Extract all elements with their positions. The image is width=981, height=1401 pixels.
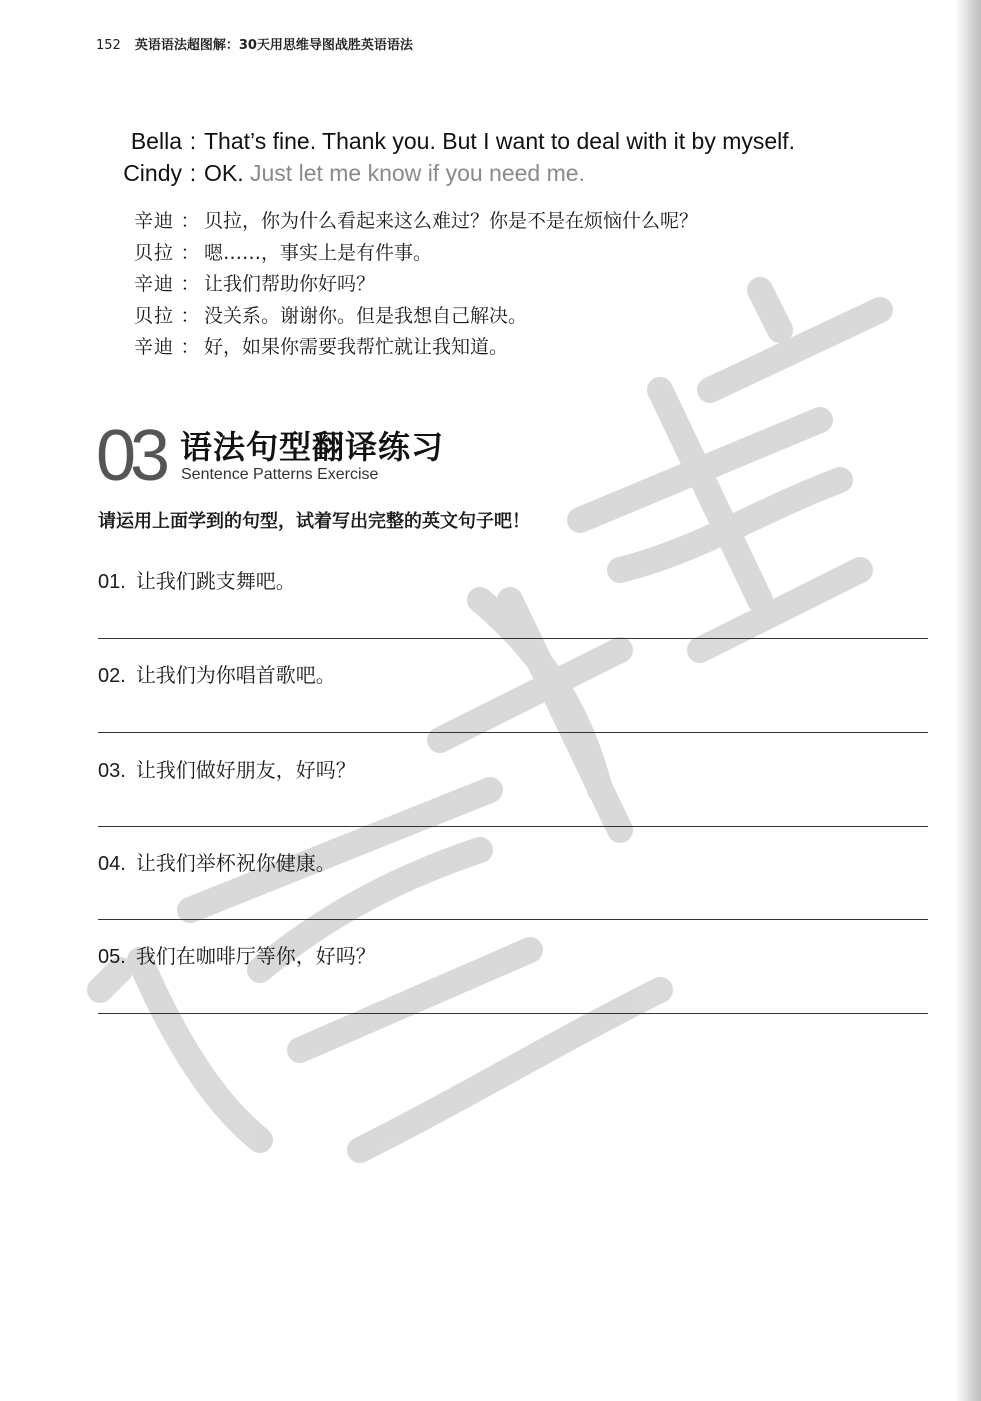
dialog-line — [134, 332, 698, 364]
exercise-question — [98, 940, 376, 970]
speaker-colon: ： — [180, 304, 200, 327]
exercise-instruction: 请运用上面学到的句型，试着写出完整的英文句子吧！ — [98, 511, 530, 532]
speaker-colon: : — [189, 160, 197, 186]
dialog-line — [134, 269, 698, 301]
speaker-name: 辛迪 — [134, 273, 175, 295]
dialog-line — [134, 206, 698, 238]
exercise-question — [98, 659, 336, 689]
question-number: 04. — [98, 853, 126, 875]
dialog-text — [204, 160, 585, 187]
dialog-text: That’s fine. Thank you. But I want to deal with it by myself. — [204, 128, 796, 154]
answer-line[interactable] — [98, 732, 928, 733]
speaker-name: Bella — [130, 128, 182, 154]
speaker-name: 辛迪 — [134, 336, 175, 358]
speaker-colon: ： — [180, 210, 200, 232]
speaker-name: 辛迪 — [134, 210, 175, 232]
question-text: 我们在咖啡厅等你，好吗？ — [135, 944, 376, 968]
question-text: 让我们举杯祝你健康。 — [135, 851, 336, 875]
speaker-colon: ： — [180, 241, 200, 264]
watermark-graphic — [60, 270, 960, 1170]
book-title: 英语语法超图解：30天用思维导图战胜英语语法 — [134, 38, 413, 53]
exercise-question — [98, 565, 296, 595]
answer-line[interactable] — [98, 826, 928, 827]
exercise-question — [98, 754, 356, 784]
question-text: 让我们跳支舞吧。 — [135, 569, 296, 593]
question-number: 01. — [98, 571, 126, 593]
dialog-line — [100, 160, 795, 192]
dialog-text: 没关系。谢谢你。但是我想自己解决。 — [204, 304, 528, 327]
page-edge-shadow — [955, 0, 981, 1401]
speaker-name: 贝拉 — [134, 241, 175, 264]
chinese-dialog — [134, 206, 698, 364]
dialog-text-main: OK. — [204, 160, 244, 186]
answer-line[interactable] — [98, 1013, 928, 1014]
answer-line[interactable] — [98, 919, 928, 920]
running-header — [96, 34, 413, 53]
dialog-text: 让我们帮助你好吗？ — [204, 273, 376, 295]
dialog-text: 好，如果你需要我帮忙就让我知道。 — [204, 336, 509, 358]
question-number: 05. — [98, 946, 126, 968]
question-number: 03. — [98, 760, 126, 782]
dialog-line — [134, 238, 698, 270]
dialog-text-gray: Just let me know if you need me. — [250, 160, 585, 186]
dialog-text: 贝拉，你为什么看起来这么难过？你是不是在烦恼什么呢？ — [204, 210, 699, 232]
speaker-colon: : — [189, 128, 197, 154]
question-text: 让我们为你唱首歌吧。 — [135, 663, 336, 687]
section-title: 语法句型翻译练习 — [180, 428, 445, 466]
answer-line[interactable] — [98, 638, 928, 639]
speaker-name: Cindy — [123, 160, 182, 186]
speaker-colon: ： — [180, 273, 200, 295]
page-number: 152 — [96, 38, 121, 53]
section-number: 03 — [96, 416, 165, 496]
speaker-name: 贝拉 — [134, 304, 175, 327]
dialog-text: 嗯……，事实上是有件事。 — [204, 241, 433, 264]
english-dialog — [100, 128, 795, 192]
question-text: 让我们做好朋友，好吗？ — [135, 758, 356, 782]
section-subtitle: Sentence Patterns Exercise — [181, 466, 379, 483]
dialog-line — [100, 128, 795, 160]
exercise-question — [98, 847, 336, 877]
dialog-line — [134, 301, 698, 333]
speaker-colon: ： — [180, 336, 200, 358]
question-number: 02. — [98, 665, 126, 687]
